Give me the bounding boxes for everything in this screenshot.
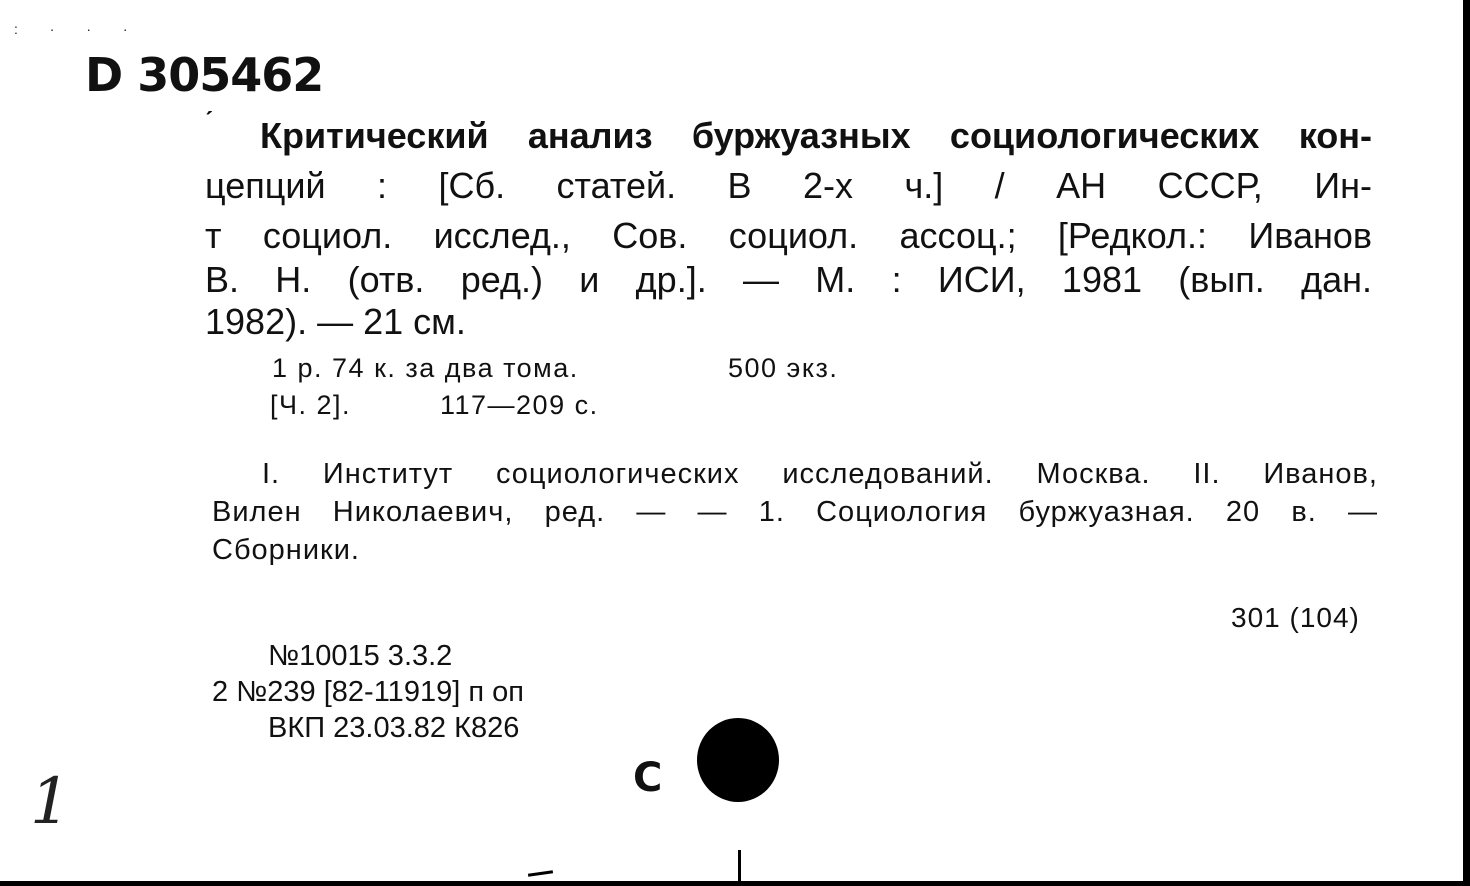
scan-specks: : · · · [14,21,142,37]
handwritten-number: 1 [30,765,71,839]
bottom-rule-mark [738,850,741,881]
price-note: 1 р. 74 к. за два тома. [272,353,579,383]
pages-note: 117—209 с. [440,390,599,420]
subject-line-3: Сборники. [212,534,360,566]
classification-code: 301 (104) [1231,602,1360,633]
subject-line-1: I. Институт социологических исследований. Москва. II. Иванов, [262,458,1378,490]
bottom-dash-mark [528,870,553,876]
title-line-3: т социол. исслед., Сов. социол. ассоц.; [Редкол.: Иванов [205,215,1372,256]
copies-note: 500 экз. [728,353,839,383]
registration-line-3: ВКП 23.03.82 К826 [268,712,520,744]
subject-line-2: Вилен Николаевич, ред. — — 1. Социология буржуазная. 20 в. — [212,496,1378,528]
part-note: [Ч. 2]. [270,390,352,420]
call-number: D 305462 [85,48,324,102]
title-line-1: Критический анализ буржуазных социологических кон- [260,115,1372,156]
title-line-4: В. Н. (отв. ред.) и др.]. — М. : ИСИ, 1981 (вып. дан. [205,259,1372,300]
title-line-5: 1982). — 21 см. [205,301,466,342]
stamp-letter: С [633,755,663,801]
registration-line-2: 2 №239 [82-11919] п оп [212,676,524,708]
registration-line-1: №10015 3.3.2 [268,640,453,672]
filled-circle-mark [697,718,779,802]
tick-mark: ˊ [205,106,214,136]
title-line-2: цепций : [Сб. статей. В 2-х ч.] / АН СССР, Ин- [205,165,1372,206]
